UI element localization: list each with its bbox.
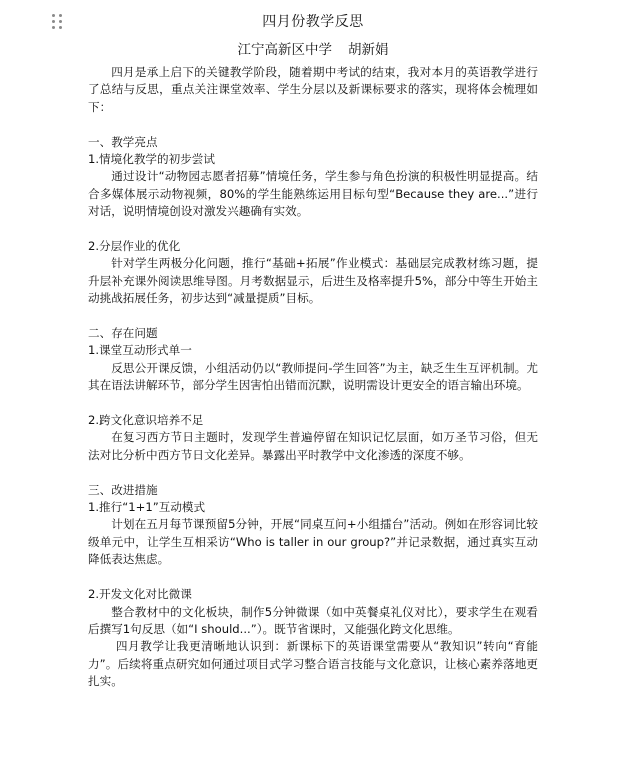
intro-paragraph: 四月是承上启下的关键教学阶段，随着期中考试的结束，我对本月的英语教学进行了总结与反思，重点关注课堂效率、学生分层以及新课标要求的落实，现将体会梳理如下： [88, 65, 538, 114]
item-heading: 2.跨文化意识培养不足 [88, 413, 204, 428]
school-name: 江宁高新区中学 [237, 42, 332, 58]
item-heading: 1.课堂互动形式单一 [88, 343, 192, 358]
item-heading: 1.情境化教学的初步尝试 [88, 152, 215, 167]
item-heading: 2.分层作业的优化 [88, 239, 181, 254]
item-paragraph: 计划在五月每节课预留5分钟，开展“同桌互问+小组擂台”活动。例如在形容词比较级单元中，让学生互相采访“Who is taller in our group?”并记录数据，通过真实互动降低表达焦虑。 [88, 517, 538, 567]
section-heading-improvements: 三、改进措施 [88, 482, 158, 497]
item-paragraph: 在复习西方节日主题时，发现学生普遍停留在知识记忆层面，如万圣节习俗，但无法对比分析中西方节日文化差异。暴露出平时教学中文化渗透的深度不够。 [88, 430, 538, 462]
item-paragraph: 针对学生两极分化问题，推行“基础+拓展”作业模式：基础层完成教材练习题，提升层补充课外阅读思维导图。月考数据显示，后进生及格率提升5%，部分中等生开始主动挑战拓展任务，初步达到“减量提质”目标。 [88, 256, 538, 306]
document-title: 四月份教学反思 [262, 14, 364, 30]
section-heading-problems: 二、存在问题 [88, 326, 158, 341]
drag-handle-icon[interactable] [52, 14, 64, 30]
author-name: 胡新娟 [348, 42, 389, 58]
item-heading: 2.开发文化对比微课 [88, 587, 192, 602]
section-heading-highlights: 一、教学亮点 [88, 134, 158, 149]
byline [88, 40, 538, 60]
item-paragraph: 整合教材中的文化板块，制作5分钟微课（如中英餐桌礼仪对比），要求学生在观看后撰写1句反思（如“I should...”）。既节省课时，又能强化跨文化思维。 [88, 604, 538, 636]
item-heading: 1.推行“1+1”互动模式 [88, 500, 206, 515]
conclusion-paragraph: 四月教学让我更清晰地认识到：新课标下的英语课堂需要从“教知识”转向“育能力”。后续将重点研究如何通过项目式学习整合语言技能与文化意识，让核心素养落地更扎实。 [88, 639, 538, 689]
item-paragraph: 反思公开课反馈，小组活动仍以“教师提问-学生回答”为主，缺乏生生互评机制。尤其在语法讲解环节，部分学生因害怕出错而沉默，说明需设计更安全的语言输出环境。 [88, 360, 538, 393]
item-paragraph: 通过设计“动物园志愿者招募”情境任务，学生参与角色扮演的积极性明显提高。结合多媒体展示动物视频，80%的学生能熟练运用目标句型“Because they are...”进行对话，说明情境创设对激发兴趣确有实效。 [88, 169, 538, 219]
document-page [88, 10, 538, 691]
